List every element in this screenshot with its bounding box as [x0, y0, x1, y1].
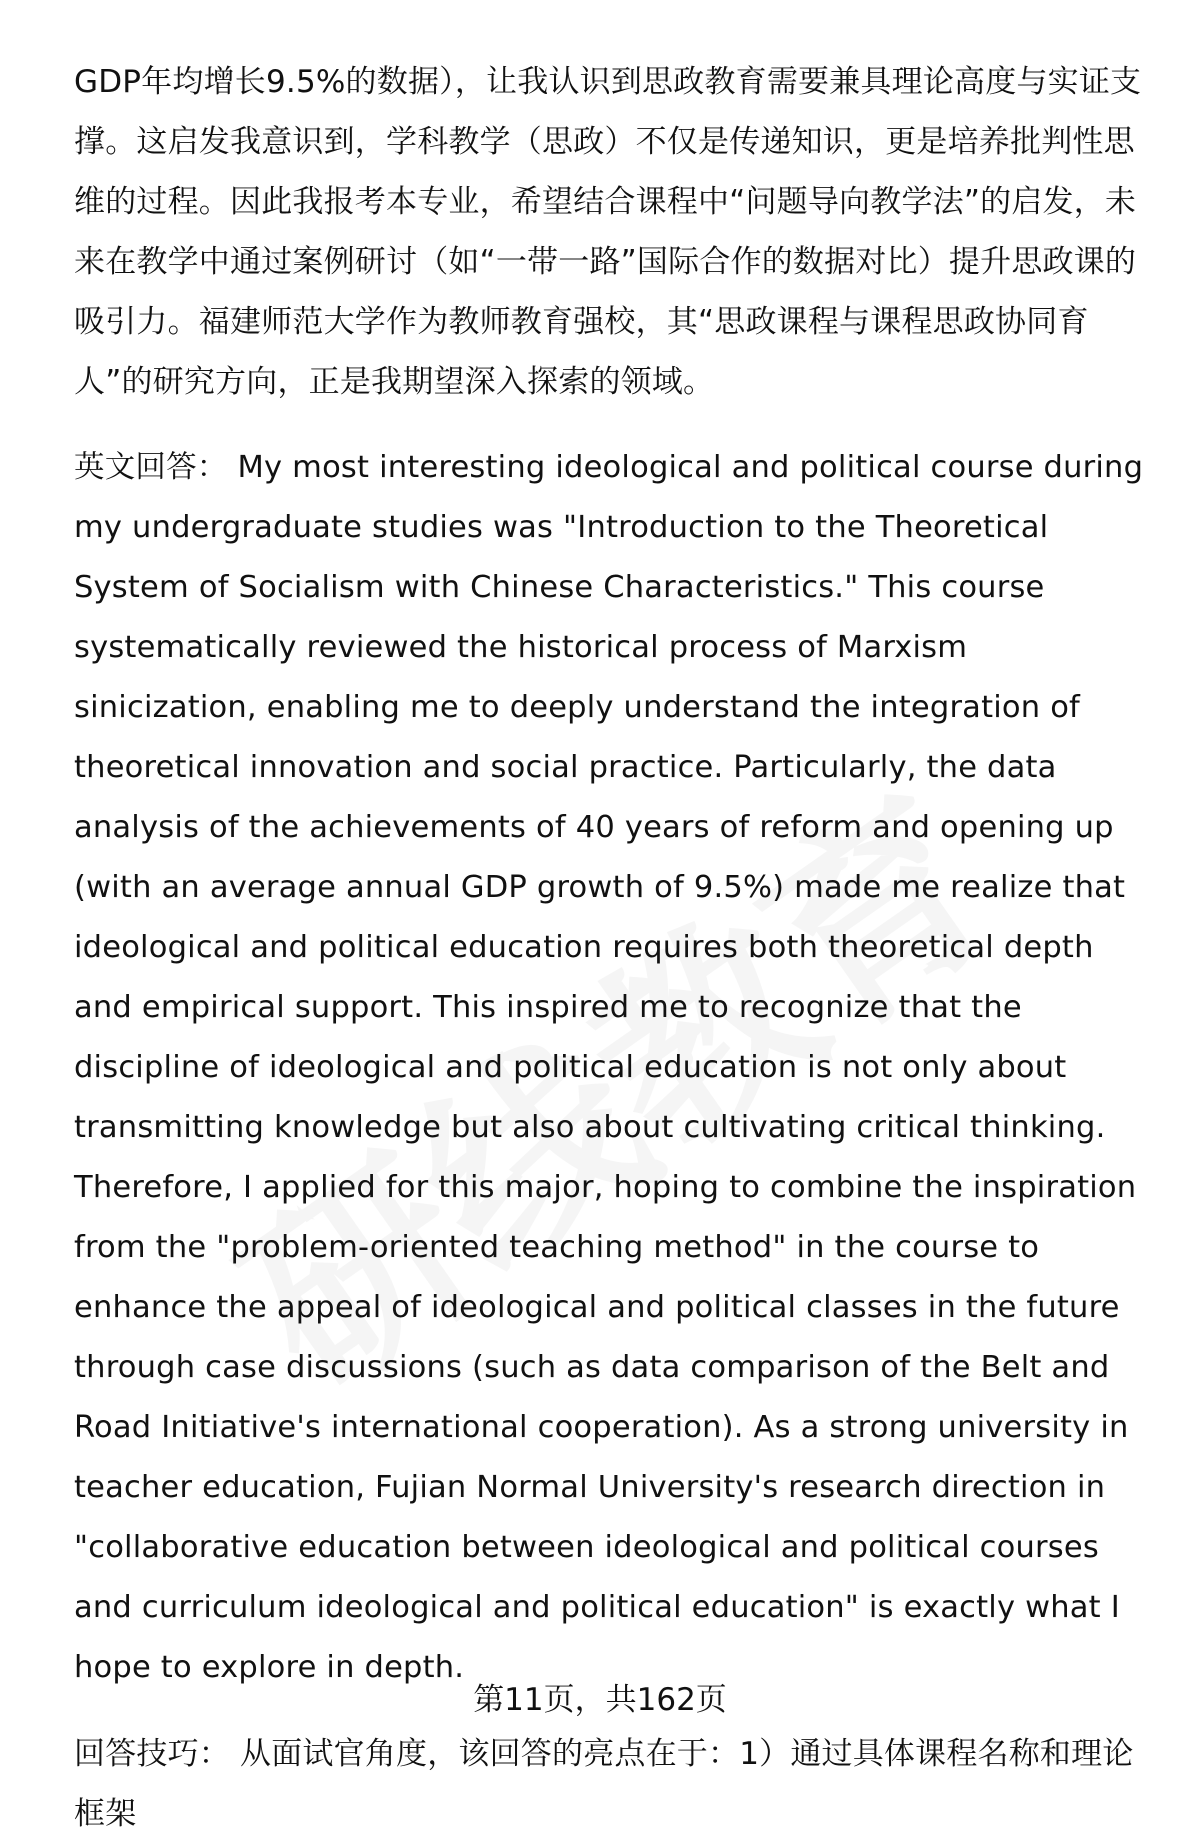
answer-tips-paragraph [74, 1724, 1154, 1844]
english-answer-paragraph [74, 438, 1154, 1698]
answer-tips-label: 回答技巧： [74, 1736, 230, 1772]
page-indicator: 第11页，共162页 [473, 1682, 727, 1718]
answer-tips-text: 从面试官角度，该回答的亮点在于：1）通过具体课程名称和理论框架 [74, 1736, 1134, 1832]
chinese-answer-continuation: GDP年均增长9.5%的数据），让我认识到思政教育需要兼具理论高度与实证支撑。这启发我意识到，学科教学（思政）不仅是传递知识，更是培养批判性思维的过程。因此我报考本专业，希望结合课程中“问题导向教学法”的启发，未来在教学中通过案例研讨（如“一带一路”国际合作的数据对比）提升思政课的吸引力。福建师范大学作为教师教育强校，其“思政课程与课程思政协同育人”的研究方向，正是我期望深入探索的领域。 [74, 64, 1142, 400]
english-answer-label: 英文回答： [74, 450, 228, 485]
document-body [74, 52, 1154, 1844]
english-answer-text: My most interesting ideological and political course during my undergraduate studies was "Introduction to the Theoretical System of Socialism with Chinese Characteristics." This course systematically reviewed the historical process of Marxism sinicization, enabling me to deeply understand the integration of theoretical innovation and social practice. Particularly, the data analysis of the achievements of 40 years of reform and opening up (with an average annual GDP growth of 9.5%) made me realize that ideological and political education requires both theoretical depth and empirical support. This inspired me to recognize that the discipline of ideological and political education is not only about transmitting knowledge but also about cultivating critical thinking. Therefore, I applied for this major, hoping to combine the inspiration from the "problem-oriented teaching method" in the course to enhance the appeal of ideological and political classes in the future through case discussions (such as data comparison of the Belt and Road Initiative's international cooperation). As a strong university in teacher education, Fujian Normal University's research direction in "collaborative education between ideological and political courses and curriculum ideological and political education" is exactly what I hope to explore in depth. [74, 450, 1144, 1685]
